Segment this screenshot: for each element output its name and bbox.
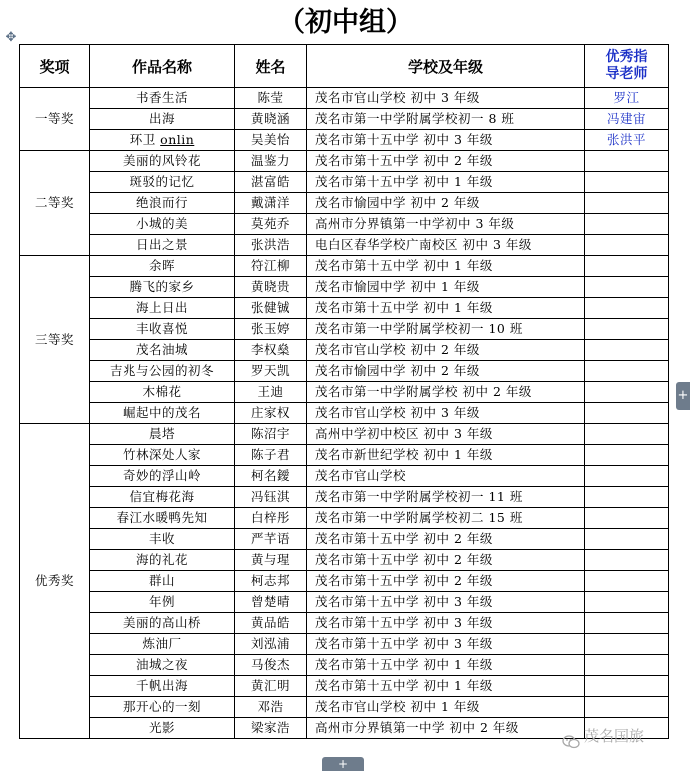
table-row [20,529,669,550]
table-row [20,340,669,361]
work-cell: 春江水暖鸭先知 [90,508,235,529]
teacher-cell [585,613,669,634]
work-cell: 斑驳的记忆 [90,172,235,193]
watermark [562,722,690,750]
teacher-cell [585,424,669,445]
teacher-cell [585,655,669,676]
student-cell: 李权燊 [235,340,307,361]
teacher-cell: 张洪平 [585,130,669,151]
student-cell: 黄品皓 [235,613,307,634]
student-cell: 陈沼宇 [235,424,307,445]
student-cell: 陈莹 [235,88,307,109]
school-cell: 茂名市官山学校 初中 3 年级 [307,88,585,109]
header-teacher-line2: 导老师 [605,66,648,82]
work-cell: 光影 [90,718,235,739]
table-row [20,298,669,319]
teacher-cell [585,697,669,718]
work-cell: 炼油厂 [90,634,235,655]
student-cell: 吴美怡 [235,130,307,151]
table-row [20,151,669,172]
add-row-handle-icon[interactable]: + [322,757,364,771]
header-teacher-line1: 优秀指 [605,49,648,65]
table-row [20,655,669,676]
school-cell: 茂名市第十五中学 初中 3 年级 [307,592,585,613]
work-cell: 美丽的风铃花 [90,151,235,172]
work-text-underlined: onlin [160,132,195,147]
wechat-icon [562,730,580,744]
page-title: （初中组） [278,7,413,38]
award-cell: 二等奖 [20,151,90,256]
school-cell: 茂名市第一中学附属学校 初中 2 年级 [307,382,585,403]
table-row [20,172,669,193]
header-school-grade: 学校及年级 [307,45,585,88]
table-row [20,88,669,109]
award-cell: 三等奖 [20,256,90,424]
student-cell: 张玉婷 [235,319,307,340]
student-cell: 刘泓浦 [235,634,307,655]
teacher-cell [585,193,669,214]
student-cell: 湛富皓 [235,172,307,193]
teacher-cell [585,550,669,571]
teacher-cell [585,592,669,613]
student-cell: 马俊杰 [235,655,307,676]
table-row [20,403,669,424]
school-cell: 茂名市第十五中学 初中 1 年级 [307,256,585,277]
school-cell: 茂名市第一中学附属学校初二 15 班 [307,508,585,529]
student-cell: 邓浩 [235,697,307,718]
school-cell: 茂名市官山学校 初中 2 年级 [307,340,585,361]
header-row [20,45,669,88]
work-cell: 余晖 [90,256,235,277]
school-cell: 茂名市第十五中学 初中 2 年级 [307,550,585,571]
student-cell: 温鉴力 [235,151,307,172]
school-cell: 高州中学初中校区 初中 3 年级 [307,424,585,445]
table-row [20,277,669,298]
work-cell: 海上日出 [90,298,235,319]
school-cell: 高州市分界镇第一中学 初中 2 年级 [307,718,585,739]
work-cell: 油城之夜 [90,655,235,676]
student-cell: 黄晓涵 [235,109,307,130]
table-row [20,676,669,697]
school-cell: 茂名市第一中学附属学校初一 11 班 [307,487,585,508]
work-cell: 千帆出海 [90,676,235,697]
work-cell: 木棉花 [90,382,235,403]
table-row [20,592,669,613]
table-row [20,508,669,529]
work-cell: 信宜梅花海 [90,487,235,508]
award-cell: 一等奖 [20,88,90,151]
work-cell: 茂名油城 [90,340,235,361]
school-cell: 茂名市第十五中学 初中 1 年级 [307,298,585,319]
teacher-cell [585,256,669,277]
work-cell: 丰收 [90,529,235,550]
watermark-text: 茂名国旅 [584,727,645,745]
student-cell: 戴潇洋 [235,193,307,214]
header-student-name: 姓名 [235,45,307,88]
work-cell: 年例 [90,592,235,613]
table-row [20,319,669,340]
school-cell: 茂名市第十五中学 初中 2 年级 [307,151,585,172]
table-row [20,466,669,487]
table-row [20,382,669,403]
table-row [20,697,669,718]
teacher-cell [585,466,669,487]
teacher-cell [585,508,669,529]
work-cell: 小城的美 [90,214,235,235]
school-cell: 茂名市官山学校 初中 3 年级 [307,403,585,424]
school-cell: 高州市分界镇第一中学初中 3 年级 [307,214,585,235]
header-award: 奖项 [20,45,90,88]
table-row [20,361,669,382]
student-cell: 梁家浩 [235,718,307,739]
add-column-handle-icon[interactable]: + [676,382,690,410]
teacher-cell [585,172,669,193]
work-cell: 日出之景 [90,235,235,256]
table-row [20,256,669,277]
work-cell: 竹林深处人家 [90,445,235,466]
table-row [20,214,669,235]
school-cell: 茂名市第十五中学 初中 1 年级 [307,172,585,193]
school-cell: 茂名市官山学校 [307,466,585,487]
student-cell: 王迪 [235,382,307,403]
header-work-name: 作品名称 [90,45,235,88]
teacher-cell [585,361,669,382]
teacher-cell [585,319,669,340]
school-cell: 茂名市第十五中学 初中 3 年级 [307,634,585,655]
table-row [20,634,669,655]
student-cell: 陈子君 [235,445,307,466]
school-cell: 茂名市第十五中学 初中 1 年级 [307,655,585,676]
school-cell: 电白区春华学校广南校区 初中 3 年级 [307,235,585,256]
student-cell: 莫苑乔 [235,214,307,235]
table-row [20,130,669,151]
table-row [20,109,669,130]
student-cell: 曾楚晴 [235,592,307,613]
work-cell: 美丽的高山桥 [90,613,235,634]
teacher-cell [585,277,669,298]
work-cell: 出海 [90,109,235,130]
student-cell: 白梓彤 [235,508,307,529]
work-cell: 腾飞的家乡 [90,277,235,298]
school-cell: 茂名市第十五中学 初中 3 年级 [307,130,585,151]
teacher-cell [585,382,669,403]
work-cell: 海的礼花 [90,550,235,571]
school-cell: 茂名市第一中学附属学校初一 10 班 [307,319,585,340]
student-cell: 符江柳 [235,256,307,277]
school-cell: 茂名市官山学校 初中 1 年级 [307,697,585,718]
work-text: 环卫 [129,132,161,147]
table-row [20,235,669,256]
table-row [20,550,669,571]
teacher-cell [585,340,669,361]
school-cell: 茂名市第十五中学 初中 2 年级 [307,529,585,550]
teacher-cell [585,151,669,172]
award-cell: 优秀奖 [20,424,90,739]
teacher-cell: 罗江 [585,88,669,109]
student-cell: 冯钰淇 [235,487,307,508]
table-row [20,424,669,445]
teacher-cell [585,445,669,466]
award-table [19,44,669,739]
student-cell: 黄与瑆 [235,550,307,571]
student-cell: 张洪浩 [235,235,307,256]
teacher-cell [585,298,669,319]
work-cell: 崛起中的茂名 [90,403,235,424]
work-cell: 群山 [90,571,235,592]
school-cell: 茂名市第十五中学 初中 3 年级 [307,613,585,634]
teacher-cell [585,634,669,655]
teacher-cell [585,571,669,592]
school-cell: 茂名市新世纪学校 初中 1 年级 [307,445,585,466]
work-cell: 书香生活 [90,88,235,109]
school-cell: 茂名市愉园中学 初中 2 年级 [307,193,585,214]
student-cell: 严芊语 [235,529,307,550]
table-row [20,193,669,214]
table-row [20,445,669,466]
table-move-handle-icon[interactable]: ✥ [5,30,17,45]
teacher-cell: 冯建宙 [585,109,669,130]
student-cell: 柯名鑀 [235,466,307,487]
header-teacher [585,45,669,88]
student-cell: 庄家权 [235,403,307,424]
teacher-cell [585,529,669,550]
teacher-cell [585,403,669,424]
work-cell: 丰收喜悦 [90,319,235,340]
teacher-cell [585,676,669,697]
school-cell: 茂名市第一中学附属学校初一 8 班 [307,109,585,130]
school-cell: 茂名市愉园中学 初中 1 年级 [307,277,585,298]
work-cell: 奇妙的浮山岭 [90,466,235,487]
work-cell: 那开心的一刻 [90,697,235,718]
school-cell: 茂名市第十五中学 初中 2 年级 [307,571,585,592]
teacher-cell [585,487,669,508]
school-cell: 茂名市第十五中学 初中 1 年级 [307,676,585,697]
student-cell: 罗天凯 [235,361,307,382]
student-cell: 黄汇明 [235,676,307,697]
table-row [20,571,669,592]
student-cell: 柯志邦 [235,571,307,592]
school-cell: 茂名市愉园中学 初中 2 年级 [307,361,585,382]
work-cell: 绝浪而行 [90,193,235,214]
work-cell [90,130,235,151]
table-row [20,487,669,508]
table-row [20,613,669,634]
work-cell: 吉兆与公园的初冬 [90,361,235,382]
work-cell: 晨塔 [90,424,235,445]
teacher-cell [585,214,669,235]
teacher-cell [585,235,669,256]
student-cell: 黄晓贵 [235,277,307,298]
student-cell: 张健铖 [235,298,307,319]
